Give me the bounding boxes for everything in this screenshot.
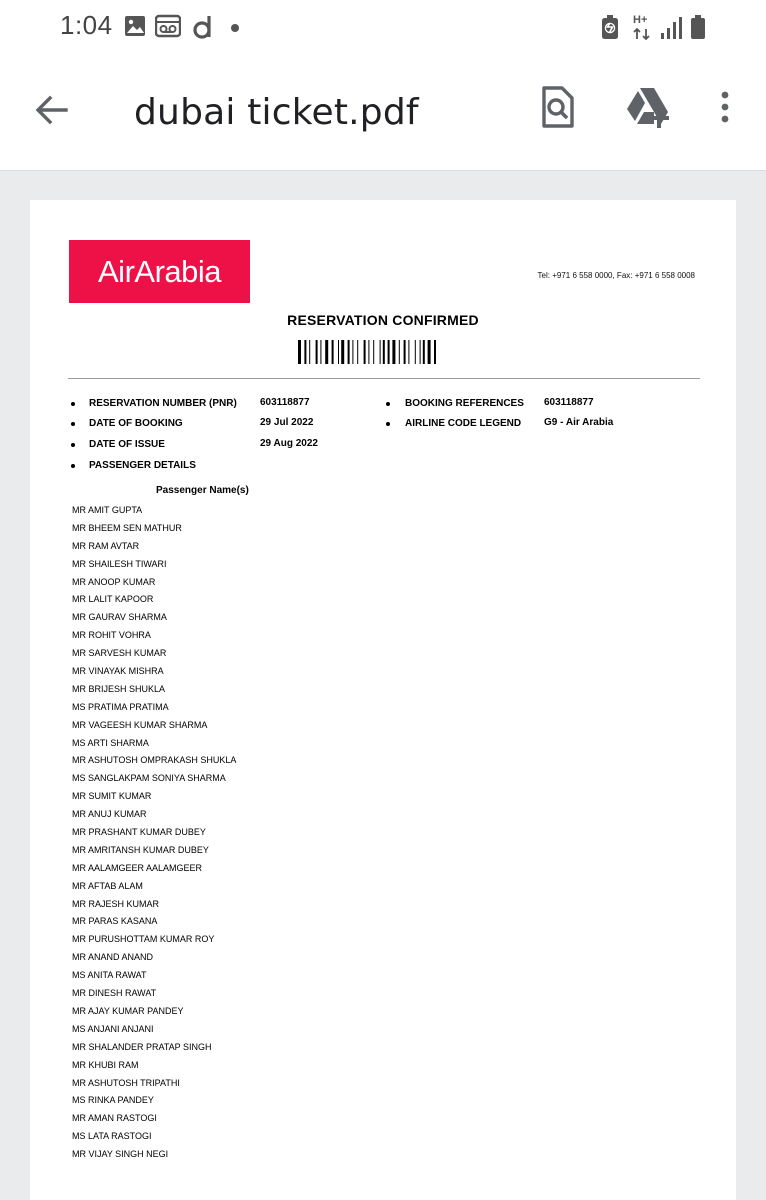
logo-text: AirArabia	[98, 254, 221, 289]
contact-info: Tel: +971 6 558 0000, Fax: +971 6 558 0008	[537, 271, 695, 280]
passenger-name: MR ROHIT VOHRA	[72, 630, 151, 641]
barcode-bar	[399, 340, 400, 364]
detail-value: 603118877	[544, 397, 594, 408]
detail-label: DATE OF BOOKING	[89, 418, 183, 429]
passenger-name: MS LATA RASTOGI	[72, 1131, 152, 1142]
barcode-bar	[392, 340, 395, 364]
reservation-heading: RESERVATION CONFIRMED	[287, 312, 479, 328]
app-bar	[0, 60, 766, 171]
barcode-bar	[423, 340, 425, 364]
barcode-bar	[420, 340, 421, 364]
passenger-name: MR AALAMGEER AALAMGEER	[72, 862, 203, 873]
passenger-name: MR AMAN RASTOGI	[72, 1113, 157, 1124]
barcode-bar	[408, 340, 409, 364]
bullet-icon	[71, 402, 75, 406]
passenger-name: MR LALIT KAPOOR	[72, 594, 154, 605]
detail-value: 29 Jul 2022	[260, 417, 314, 428]
status-time: 1:04	[60, 10, 113, 40]
passenger-name: MR ANAND ANAND	[72, 952, 154, 963]
passenger-header: Passenger Name(s)	[156, 485, 249, 496]
barcode-bar	[316, 340, 318, 364]
passenger-name: MR VINAYAK MISHRA	[72, 666, 164, 677]
barcode-bar	[388, 340, 390, 364]
passenger-name: MS ARTI SHARMA	[72, 737, 149, 748]
barcode-image	[298, 340, 468, 364]
battery-icon	[690, 14, 706, 40]
bullet-icon	[71, 464, 75, 468]
detail-label: DATE OF ISSUE	[89, 439, 165, 450]
barcode-bar	[357, 340, 358, 364]
back-icon[interactable]	[32, 90, 72, 130]
passenger-name: MR AMRITANSH KUMAR DUBEY	[72, 844, 209, 855]
notification-dot	[231, 24, 239, 32]
detail-value: 603118877	[260, 397, 310, 408]
barcode-bar	[341, 340, 344, 364]
add-to-drive-icon[interactable]	[624, 84, 672, 130]
detail-label: PASSENGER DETAILS	[89, 460, 196, 471]
barcode-bar	[309, 340, 310, 364]
passenger-name: MR ANUJ KUMAR	[72, 809, 147, 820]
passenger-name: MR PRASHANT KUMAR DUBEY	[72, 827, 206, 838]
airline-logo	[69, 240, 250, 303]
passenger-name: MR VAGEESH KUMAR SHARMA	[72, 719, 208, 730]
passenger-name: MS ANITA RAWAT	[72, 970, 147, 981]
voicemail-icon	[155, 14, 181, 38]
signal-icon	[660, 16, 684, 40]
passenger-name: MR KHUBI RAM	[72, 1059, 139, 1070]
passenger-name: MR SHALANDER PRATAP SINGH	[72, 1041, 212, 1052]
barcode-bar	[304, 340, 306, 364]
bullet-icon	[71, 422, 75, 426]
passenger-name: MS ANJANI ANJANI	[72, 1023, 154, 1034]
barcode-bar	[368, 340, 369, 364]
passenger-name: MR VIJAY SINGH NEGI	[72, 1149, 169, 1160]
detail-label: AIRLINE CODE LEGEND	[405, 418, 522, 429]
barcode-bar	[338, 340, 339, 364]
passenger-name: MR RAJESH KUMAR	[72, 898, 160, 909]
passenger-name: MS SANGLAKPAM SONIYA SHARMA	[72, 773, 226, 784]
passenger-name: MR BRIJESH SHUKLA	[72, 683, 166, 694]
document-title: dubai ticket.pdf	[134, 92, 419, 133]
detail-value: G9 - Air Arabia	[544, 417, 614, 428]
divider	[68, 378, 700, 379]
passenger-name: MS PRATIMA PRATIMA	[72, 701, 169, 712]
barcode-bar	[383, 340, 385, 364]
barcode-bar	[298, 340, 301, 364]
passenger-name: MR PARAS KASANA	[72, 916, 158, 927]
battery-saver-icon	[601, 14, 619, 40]
barcode-bar	[348, 340, 350, 364]
passenger-name: MR SHAILESH TIWARI	[72, 558, 167, 569]
passenger-name: MR DINESH RAWAT	[72, 988, 157, 999]
bullet-icon	[386, 422, 390, 426]
pdf-page	[30, 200, 736, 1200]
passenger-name: MR AJAY KUMAR PANDEY	[72, 1005, 184, 1016]
passenger-name: MR BHEEM SEN MATHUR	[72, 522, 182, 533]
barcode-bar	[373, 340, 374, 364]
network-hplus-icon	[632, 16, 652, 42]
passenger-name: MR GAURAV SHARMA	[72, 612, 167, 623]
barcode-bar	[332, 340, 334, 364]
data-arrows-icon	[632, 28, 652, 40]
detail-value: 29 Aug 2022	[260, 438, 318, 449]
barcode-bar	[325, 340, 328, 364]
passenger-name: MR ANOOP KUMAR	[72, 576, 156, 587]
bullet-icon	[71, 443, 75, 447]
passenger-name: MR SARVESH KUMAR	[72, 648, 167, 659]
barcode-bar	[320, 340, 321, 364]
barcode-bar	[364, 340, 366, 364]
passenger-name: MR SUMIT KUMAR	[72, 791, 152, 802]
passenger-name: MR AMIT GUPTA	[72, 505, 143, 515]
status-bar	[0, 0, 766, 60]
bullet-icon	[386, 402, 390, 406]
network-label: H+	[633, 14, 648, 26]
barcode-bar	[415, 340, 416, 364]
barcode-bar	[404, 340, 406, 364]
passenger-name: MR ASHUTOSH TRIPATHI	[72, 1077, 180, 1088]
passenger-name: MR ASHUTOSH OMPRAKASH SHUKLA	[72, 755, 237, 766]
barcode-bar	[380, 340, 381, 364]
more-vert-icon[interactable]	[712, 84, 738, 130]
passenger-name: MS RINKA PANDEY	[72, 1095, 154, 1106]
barcode-bar	[428, 340, 431, 364]
passenger-name: MR PURUSHOTTAM KUMAR ROY	[72, 934, 215, 945]
passenger-name: MR RAM AVTAR	[72, 540, 140, 551]
barcode-bar	[352, 340, 353, 364]
barcode-bar	[434, 340, 436, 364]
passenger-name: MR AFTAB ALAM	[72, 880, 143, 891]
detail-label: RESERVATION NUMBER (PNR)	[89, 398, 237, 409]
image-icon	[124, 14, 146, 38]
dailyhunt-icon	[192, 14, 214, 40]
detail-label: BOOKING REFERENCES	[405, 398, 524, 409]
search-document-icon[interactable]	[534, 84, 580, 130]
passenger-list	[72, 502, 236, 1164]
